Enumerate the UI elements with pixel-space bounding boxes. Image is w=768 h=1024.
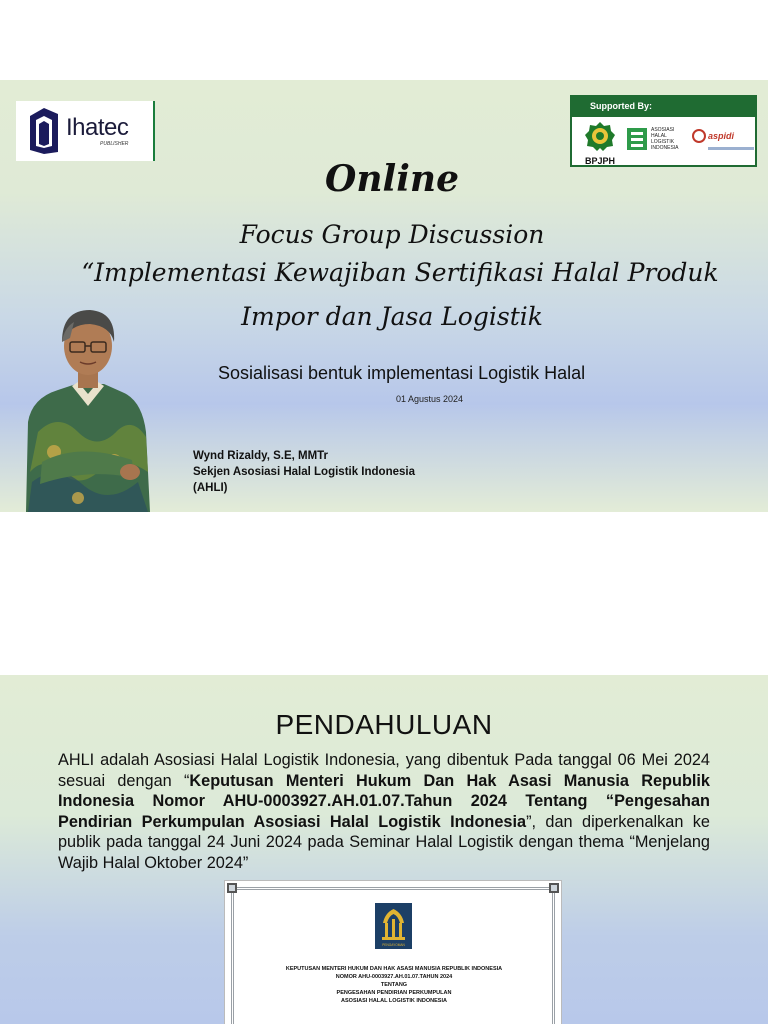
section-heading: PENDAHULUAN xyxy=(275,709,493,740)
event-date: 01 Agustus 2024 xyxy=(396,394,464,404)
certificate-line-4: PENGESAHAN PENDIRIAN PERKUMPULAN xyxy=(336,990,452,996)
aspidi-text: aspidi xyxy=(708,131,735,141)
aspidi-logo xyxy=(692,127,734,145)
title-online: Online xyxy=(325,158,459,200)
bpjph-label: BPJPH xyxy=(584,156,615,166)
certificate-text xyxy=(245,965,543,1005)
halal-seal-icon xyxy=(584,121,616,151)
intro-text-1: AHLI adalah Asosiasi Halal Logistik Indonesia, yang dibentuk Pada tanggal 06 Mei 2024 sesuai dengan “ xyxy=(58,751,710,790)
ahli-logo xyxy=(626,127,687,151)
corner-ornament xyxy=(549,883,559,893)
corner-ornament xyxy=(227,883,237,893)
title-line-3: Impor dan Jasa Logistik xyxy=(241,302,543,331)
certificate-line-5: ASOSIASI HALAL LOGISTIK INDONESIA xyxy=(341,998,447,1004)
ahli-logo-text: ASOSIASI HALAL LOGISTIK INDONESIA xyxy=(651,127,679,151)
supported-by-panel xyxy=(570,95,757,167)
intro-paragraph xyxy=(58,750,710,874)
title-slide xyxy=(0,80,768,512)
book-icon xyxy=(26,106,62,156)
logo-name: Ihatec xyxy=(66,113,129,141)
certificate-line-2: NOMOR AHU-0003927.AH.01.07.TAHUN 2024 xyxy=(335,974,453,980)
speaker-name: Wynd Rizaldy, S.E, MMTr xyxy=(193,450,329,462)
emblem-caption: PENGAYOMAN xyxy=(382,943,405,947)
supported-by-heading: Supported By: xyxy=(572,97,755,117)
ministry-emblem-icon xyxy=(375,903,412,949)
publisher-logo xyxy=(16,101,155,161)
aspidi-tagline xyxy=(708,147,754,150)
speaker-org: (AHLI) xyxy=(193,482,228,494)
introduction-slide xyxy=(0,675,768,1024)
speaker-role: Sekjen Asosiasi Halal Logistik Indonesia xyxy=(193,466,415,478)
aspidi-icon xyxy=(692,127,706,145)
decree-certificate xyxy=(224,880,562,1024)
title-line-2: “Implementasi Kewajiban Sertifikasi Halal Produk xyxy=(81,258,719,287)
intro-text-2: ”, dan diperkenalkan ke publik pada tanggal 24 Juni 2024 pada Seminar Halal Logistik dengan thema “Menjelang Wajib Halal Oktober 2024” xyxy=(58,812,710,872)
certificate-line-1: KEPUTUSAN MENTERI HUKUM DAN HAK ASASI MANUSIA REPUBLIK INDONESIA xyxy=(285,966,503,972)
logo-subtitle: PUBLISHER xyxy=(100,140,129,147)
certificate-line-3: TENTANG xyxy=(380,982,408,988)
speaker-photo xyxy=(18,302,158,512)
intro-text-bold: Keputusan Menteri Hukum Dan Hak Asasi Manusia Republik Indonesia Nomor AHU-0003927.AH.01.07.Tahun 2024 Tentang “Pengesahan Pendirian Perkumpulan Asosiasi Halal Logistik Indonesia xyxy=(58,771,710,831)
ahli-logo-icon xyxy=(626,127,648,151)
slide-subtitle: Sosialisasi bentuk implementasi Logistik Halal xyxy=(218,363,586,383)
speaker-block xyxy=(193,448,415,496)
title-line-1: Focus Group Discussion xyxy=(239,220,545,249)
